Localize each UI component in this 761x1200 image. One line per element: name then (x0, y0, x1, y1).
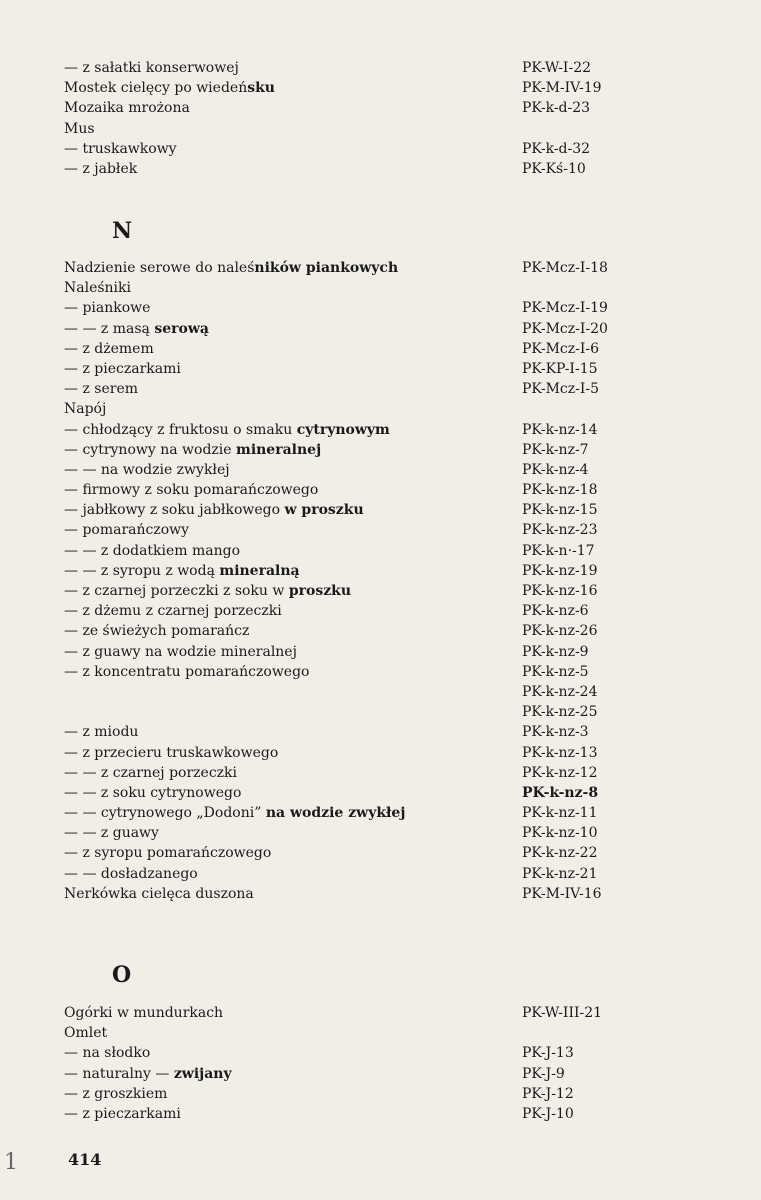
entry-term: — — z czarnej porzeczki (64, 764, 237, 781)
entry-code: PK-k-nz-8 (522, 784, 599, 801)
entry-code: PK-Mcz-I-5 (522, 381, 600, 398)
entry-term: — z syropu pomarańczowego (64, 845, 272, 862)
index-entry (64, 1084, 664, 1104)
entry-term: Mostek cielęcy po wiedeńsku (64, 80, 275, 97)
entries-group-m (64, 58, 664, 179)
entry-code: PK-k-nz-9 (522, 643, 589, 660)
index-entry (64, 823, 664, 843)
entry-term: — — z masą serową (64, 320, 209, 337)
entry-term: — z dżemem (64, 340, 154, 357)
index-entry (64, 1064, 664, 1084)
entry-term: — — cytrynowego „Dodoni” na wodzie zwykłej (64, 805, 406, 822)
entry-code: PK-W-I-22 (522, 60, 592, 76)
index-entry (64, 783, 664, 803)
index-entry (64, 803, 664, 823)
page-number: 414 (68, 1150, 102, 1169)
index-entry (64, 298, 664, 318)
entry-code: PK-Kś-10 (522, 160, 586, 177)
entry-term: — z serem (64, 381, 138, 398)
index-entry (64, 682, 664, 702)
entry-term: Mozaika mrożona (64, 100, 190, 117)
entries-group-n (64, 258, 664, 924)
entry-code: PK-k-nz-18 (522, 482, 598, 499)
entry-code: PK-k-nz-24 (522, 683, 598, 700)
section-heading-n: N (112, 218, 133, 244)
entry-code: PK-k-nz-23 (522, 522, 598, 539)
entry-term: — truskawkowy (64, 140, 177, 157)
entry-code: PK-J-12 (522, 1085, 574, 1102)
index-entry (64, 621, 664, 641)
index-entry (64, 884, 664, 904)
entry-code: PK-k-nz-3 (522, 724, 589, 741)
entry-term: — chłodzący z fruktosu o smaku cytrynowym (64, 421, 390, 438)
margin-pencil-mark: 1 (4, 1150, 18, 1175)
entry-term: — z koncentratu pomarańczowego (64, 663, 310, 680)
index-entry (64, 601, 664, 621)
entry-code: PK-k-nz-14 (522, 421, 598, 438)
entry-code: PK-k-nz-12 (522, 764, 598, 781)
entry-code: PK-k-nz-7 (522, 441, 589, 458)
index-entry (64, 904, 664, 924)
index-entry (64, 98, 664, 118)
index-entry (64, 1043, 664, 1063)
entry-term: — z groszkiem (64, 1085, 168, 1102)
entry-term: — pomarańczowy (64, 522, 190, 539)
entry-term: Naleśniki (64, 280, 131, 297)
index-entry (64, 399, 664, 419)
entry-term: Mus (64, 120, 95, 137)
entry-term: — z guawy na wodzie mineralnej (64, 643, 297, 660)
index-entry (64, 278, 664, 298)
entry-term: — naturalny — zwijany (64, 1065, 232, 1082)
entry-code: PK-k-nz-21 (522, 865, 598, 882)
entries-group-o (64, 1003, 664, 1124)
entry-code: PK-M-IV-16 (522, 885, 602, 902)
index-entry (64, 743, 664, 763)
index-entry (64, 662, 664, 682)
entry-code: PK-J-13 (522, 1045, 574, 1062)
index-entry (64, 159, 664, 179)
index-entry (64, 1023, 664, 1043)
entry-code: PK-Mcz-I-18 (522, 260, 608, 276)
entry-code: PK-KP-I-15 (522, 360, 598, 377)
entry-term: — z sałatki konserwowej (64, 60, 239, 76)
index-entry (64, 843, 664, 863)
entry-code: PK-W-III-21 (522, 1005, 603, 1021)
index-entry (64, 722, 664, 742)
entry-term: Nerkówka cielęca duszona (64, 885, 254, 902)
entry-code: PK-k-nz-6 (522, 603, 589, 620)
entry-term: — z dżemu z czarnej porzeczki (64, 603, 282, 620)
index-entry (64, 440, 664, 460)
entry-term: Ogórki w mundurkach (64, 1005, 224, 1021)
index-entry (64, 500, 664, 520)
entry-code: PK-k-nz-19 (522, 562, 598, 579)
index-entry (64, 642, 664, 662)
index-entry (64, 339, 664, 359)
index-entry (64, 379, 664, 399)
entry-code: PK-M-IV-19 (522, 80, 602, 97)
index-entry (64, 359, 664, 379)
index-entry (64, 58, 664, 78)
index-entry (64, 139, 664, 159)
entry-code: PK-k-nz-11 (522, 805, 598, 822)
entry-term: — — z soku cytrynowego (64, 784, 242, 801)
entry-code: PK-k-nz-5 (522, 663, 589, 680)
entry-code: PK-k-d-23 (522, 100, 591, 117)
entry-term: — z miodu (64, 724, 139, 741)
entry-code: PK-k-nz-10 (522, 825, 598, 842)
entry-term: — — na wodzie zwykłej (64, 461, 230, 478)
index-entry (64, 319, 664, 339)
entry-code: PK-Mcz-I-19 (522, 300, 608, 317)
index-entry (64, 480, 664, 500)
index-entry (64, 561, 664, 581)
entry-term: Omlet (64, 1025, 108, 1042)
entry-code: PK-Mcz-I-20 (522, 320, 608, 337)
entry-code: PK-J-10 (522, 1105, 574, 1122)
entry-term: — z pieczarkami (64, 1105, 181, 1122)
entry-term: — — z guawy (64, 825, 159, 842)
entry-code: PK-k-nz-15 (522, 502, 598, 519)
entry-term: — — dosładzanego (64, 865, 198, 882)
entry-term: — z jabłek (64, 160, 138, 177)
index-entry (64, 520, 664, 540)
index-entry (64, 581, 664, 601)
entry-term: — piankowe (64, 300, 151, 317)
entry-code: PK-J-9 (522, 1065, 565, 1082)
entry-term: — firmowy z soku pomarańczowego (64, 482, 319, 499)
entry-term: — jabłkowy z soku jabłkowego w proszku (64, 502, 364, 519)
index-entry (64, 460, 664, 480)
index-entry (64, 420, 664, 440)
entry-code: PK-k-d-32 (522, 140, 591, 157)
entry-term: Napój (64, 401, 107, 418)
entry-term: — z pieczarkami (64, 360, 181, 377)
entry-term: — — z dodatkiem mango (64, 542, 241, 559)
section-heading-o: O (112, 962, 132, 988)
index-entry (64, 702, 664, 722)
index-entry (64, 541, 664, 561)
entry-term: — na słodko (64, 1045, 151, 1062)
index-entry (64, 864, 664, 884)
entry-term: — cytrynowy na wodzie mineralnej (64, 441, 322, 458)
entry-code: PK-k-nz-26 (522, 623, 598, 640)
entry-term: — z przecieru truskawkowego (64, 744, 279, 761)
entry-term: — z czarnej porzeczki z soku w proszku (64, 583, 352, 599)
index-entry (64, 258, 664, 278)
entry-code: PK-k-nz-25 (522, 704, 598, 721)
entry-code: PK-k-n·-17 (522, 542, 595, 559)
index-entry (64, 1104, 664, 1124)
entry-code: PK-k-nz-13 (522, 744, 598, 761)
index-entry (64, 119, 664, 139)
entry-code: PK-k-nz-22 (522, 845, 598, 862)
index-entry (64, 78, 664, 98)
entry-term: Nadzienie serowe do naleśników piankowych (64, 260, 399, 276)
entry-term: — — z syropu z wodą mineralną (64, 562, 300, 579)
index-entry (64, 763, 664, 783)
entry-term: — ze świeżych pomarańcz (64, 623, 250, 640)
index-entry (64, 1003, 664, 1023)
entry-code: PK-k-nz-4 (522, 461, 589, 478)
entry-code: PK-Mcz-I-6 (522, 340, 600, 357)
entry-code: PK-k-nz-16 (522, 583, 598, 599)
